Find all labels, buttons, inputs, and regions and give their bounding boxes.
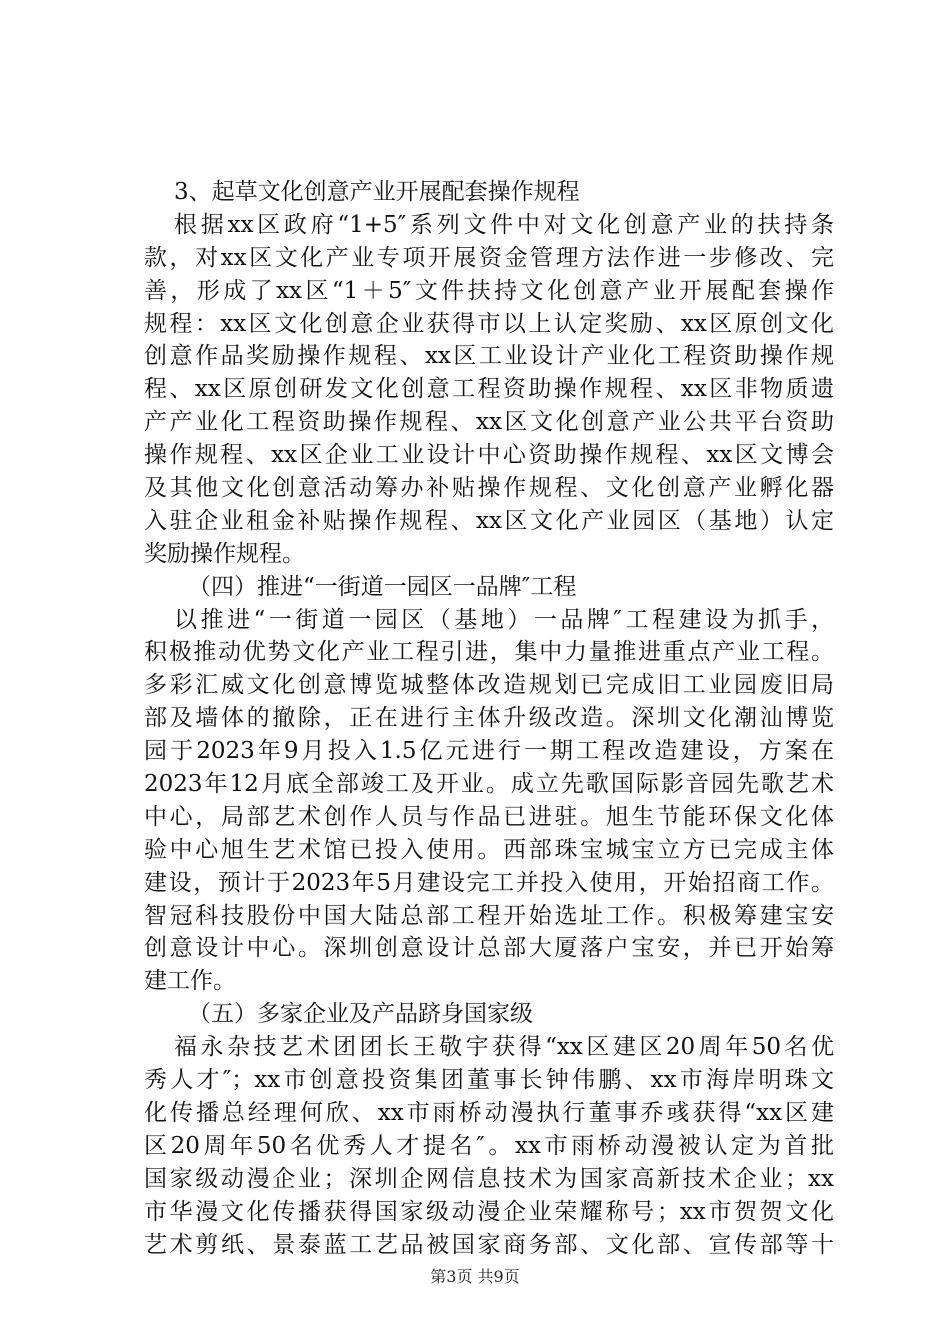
text-line: 智冠科技股份中国大陆总部工程开始选址工作。积极筹建宝安 (144, 902, 834, 929)
text-line: 奖励操作规程。 (144, 540, 305, 567)
text-line: 区20周年50名优秀人才提名″。xx市雨桥动漫被认定为首批 (144, 1132, 834, 1159)
text-line: 以推进“一街道一园区（基地）一品牌″工程建设为抓手， (174, 606, 834, 633)
text-line: 创意设计中心。深圳创意设计总部大厦落户宝安，并已开始筹 (144, 935, 834, 962)
text-line: 入驻企业租金补贴操作规程、xx区文化产业园区（基地）认定 (144, 507, 834, 534)
text-line: 3、起草文化创意产业开展配套操作规程 (174, 179, 580, 205)
text-line: 2023年12月底全部竣工及开业。成立先歌国际影音园先歌艺术 (144, 771, 834, 798)
text-line: 化传播总经理何欣、xx市雨桥动漫执行董事乔彧获得“xx区建 (144, 1099, 834, 1126)
text-line: 程、xx区原创研发文化创意工程资助操作规程、xx区非物质遗 (144, 376, 834, 403)
text-line: 多彩汇威文化创意博览城整体改造规划已完成旧工业园废旧局 (144, 672, 834, 699)
text-line: 建设，预计于2023年5月建设完工并投入使用，开始招商工作。 (144, 869, 834, 896)
text-line: 积极推动优势文化产业工程引进，集中力量推进重点产业工程。 (144, 639, 834, 666)
text-line: 市华漫文化传播获得国家级动漫企业荣耀称号；xx市贺贺文化 (144, 1198, 834, 1225)
text-line: 秀人才″；xx市创意投资集团董事长钟伟鹏、xx市海岸明珠文 (144, 1067, 834, 1094)
text-line: 建工作。 (144, 968, 236, 995)
section-heading: （五）多家企业及产品跻身国家级 (188, 1001, 533, 1028)
text-line: 操作规程、xx区企业工业设计中心资助操作规程、xx区文博会 (144, 442, 834, 469)
text-line: 艺术剪纸、景泰蓝工艺品被国家商务部、文化部、宣传部等十 (144, 1231, 834, 1258)
text-line: 国家级动漫企业；深圳企网信息技术为国家高新技术企业；xx (144, 1165, 834, 1192)
text-line: 验中心旭生艺术馆已投入使用。西部珠宝城宝立方已完成主体 (144, 836, 834, 863)
text-line: 根据xx区政府“1+5″系列文件中对文化创意产业的扶持条 (174, 211, 834, 238)
text-line: 部及墙体的撤除，正在进行主体升级改造。深圳文化潮汕博览 (144, 705, 834, 732)
text-line: 中心，局部艺术创作人员与作品已进驻。旭生节能环保文化体 (144, 803, 834, 830)
text-line: 款，对xx区文化产业专项开展资金管理方法作进一步修改、完 (144, 244, 834, 271)
document-body (144, 176, 834, 1261)
text-line: 创意作品奖励操作规程、xx区工业设计产业化工程资助操作规 (144, 343, 834, 370)
text-line: 善，形成了xx区“1＋5″文件扶持文化创意产业开展配套操作 (144, 277, 834, 304)
page-footer: 第3页 共9页 (430, 1267, 520, 1286)
text-line: 园于2023年9月投入1.5亿元进行一期工程改造建设，方案在 (144, 738, 834, 765)
text-line: 规程：xx区文化创意企业获得市以上认定奖励、xx区原创文化 (144, 310, 834, 337)
text-line: 福永杂技艺术团团长王敬宇获得“xx区建区20周年50名优 (174, 1034, 834, 1061)
section-heading: （四）推进“一街道一园区一品牌″工程 (188, 573, 577, 600)
text-line: 及其他文化创意活动筹办补贴操作规程、文化创意产业孵化器 (144, 475, 834, 502)
text-line: 产产业化工程资助操作规程、xx区文化创意产业公共平台资助 (144, 409, 834, 436)
